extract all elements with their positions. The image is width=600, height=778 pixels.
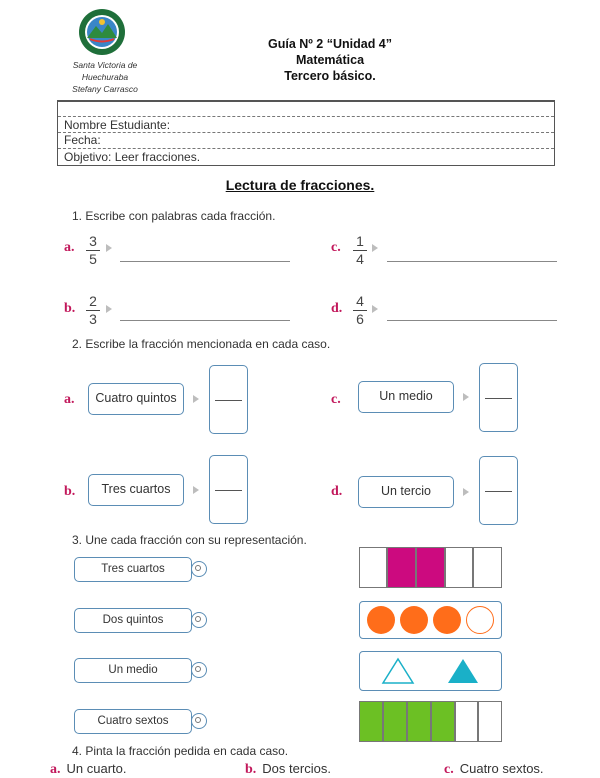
item-letter: b. xyxy=(64,301,76,316)
fraction xyxy=(353,294,367,327)
strip-cell-shaded xyxy=(407,701,431,742)
item-letter: d. xyxy=(331,301,343,316)
match-option[interactable]: Cuatro sextos xyxy=(74,709,192,734)
denominator: 5 xyxy=(89,251,97,267)
strip-cell xyxy=(359,547,387,588)
arrow-icon xyxy=(372,244,378,252)
arrow-icon xyxy=(463,488,469,496)
objective: Objetivo: Leer fracciones. xyxy=(64,150,201,164)
fraction-answer-box[interactable] xyxy=(479,363,518,432)
fraction-answer-box[interactable] xyxy=(209,455,248,524)
school-line: Huechuraba xyxy=(81,72,129,82)
question-2-prompt: 2. Escribe la fracción mencionada en cada caso. xyxy=(72,337,331,351)
arrow-icon xyxy=(463,393,469,401)
numerator: 3 xyxy=(89,233,97,249)
connector-dot[interactable] xyxy=(191,662,207,678)
item-label: Un cuarto. xyxy=(66,761,127,776)
item-letter: c. xyxy=(444,762,454,777)
fraction xyxy=(86,234,100,267)
arrow-icon xyxy=(106,244,112,252)
triangle-empty xyxy=(383,659,413,683)
item-letter: a. xyxy=(50,762,61,777)
teacher-name: Stefany Carrasco xyxy=(72,84,138,94)
divider xyxy=(58,148,554,149)
divider xyxy=(58,116,554,117)
numerator: 1 xyxy=(356,233,364,249)
strip-cell xyxy=(473,547,502,588)
school-logo xyxy=(78,8,126,56)
connector-dot[interactable] xyxy=(191,612,207,628)
match-option[interactable]: Un medio xyxy=(74,658,192,683)
answer-line[interactable] xyxy=(120,320,290,321)
arrow-icon xyxy=(193,486,199,494)
item-letter: c. xyxy=(331,392,341,407)
fraction-label: Cuatro quintos xyxy=(88,383,184,415)
triangle-shaded xyxy=(448,659,478,683)
question-4-prompt: 4. Pinta la fracción pedida en cada caso. xyxy=(72,744,289,758)
circle-shaded xyxy=(367,606,395,634)
circles-representation[interactable] xyxy=(359,601,502,639)
strip-cell-shaded xyxy=(359,701,383,742)
section-title: Lectura de fracciones. xyxy=(225,177,375,193)
strip-representation[interactable] xyxy=(359,547,502,588)
answer-line[interactable] xyxy=(387,261,557,262)
fraction-label: Tres cuartos xyxy=(88,474,184,506)
guide-title: Guía Nº 2 “Unidad 4” xyxy=(267,37,393,51)
strip-cell xyxy=(478,701,502,742)
fraction-answer-box[interactable] xyxy=(209,365,248,434)
strip-cell-shaded xyxy=(416,547,445,588)
student-name-field[interactable]: Nombre Estudiante: xyxy=(64,118,171,132)
fraction xyxy=(86,294,100,327)
q4-item xyxy=(444,761,544,778)
numerator: 2 xyxy=(89,293,97,309)
answer-line[interactable] xyxy=(387,320,557,321)
item-letter: b. xyxy=(64,484,76,499)
grade: Tercero básico. xyxy=(284,69,376,83)
page-title xyxy=(220,36,440,84)
strip-cell-shaded xyxy=(383,701,407,742)
item-letter: a. xyxy=(64,392,75,407)
item-label: Dos tercios. xyxy=(262,761,331,776)
subject: Matemática xyxy=(295,53,365,67)
arrow-icon xyxy=(372,305,378,313)
strip-cell xyxy=(455,701,478,742)
fraction xyxy=(353,234,367,267)
strip-representation[interactable] xyxy=(359,701,502,742)
date-field[interactable]: Fecha: xyxy=(64,133,101,147)
numerator: 4 xyxy=(356,293,364,309)
arrow-icon xyxy=(193,395,199,403)
circle-empty xyxy=(466,606,494,634)
strip-cell xyxy=(445,547,473,588)
circle-shaded xyxy=(400,606,428,634)
item-letter: a. xyxy=(64,240,75,255)
match-option[interactable]: Dos quintos xyxy=(74,608,192,633)
school-info xyxy=(55,59,155,95)
triangles-representation[interactable] xyxy=(359,651,502,691)
item-letter: b. xyxy=(245,762,257,777)
question-3-prompt: 3. Une cada fracción con su representación. xyxy=(72,533,307,547)
connector-dot[interactable] xyxy=(191,561,207,577)
school-line: Santa Victoria de xyxy=(72,60,138,70)
item-label: Cuatro sextos. xyxy=(459,761,544,776)
q4-item xyxy=(245,761,331,778)
fraction-answer-box[interactable] xyxy=(479,456,518,525)
item-letter: c. xyxy=(331,240,341,255)
fraction-label: Un tercio xyxy=(358,476,454,508)
fraction-label: Un medio xyxy=(358,381,454,413)
denominator: 6 xyxy=(356,311,364,327)
question-1-prompt: 1. Escribe con palabras cada fracción. xyxy=(72,209,276,223)
student-info-box xyxy=(57,100,555,166)
connector-dot[interactable] xyxy=(191,713,207,729)
q4-item xyxy=(50,761,126,778)
match-option[interactable]: Tres cuartos xyxy=(74,557,192,582)
item-letter: d. xyxy=(331,484,343,499)
denominator: 3 xyxy=(89,311,97,327)
strip-cell-shaded xyxy=(431,701,455,742)
denominator: 4 xyxy=(356,251,364,267)
arrow-icon xyxy=(106,305,112,313)
answer-line[interactable] xyxy=(120,261,290,262)
strip-cell-shaded xyxy=(387,547,416,588)
circle-shaded xyxy=(433,606,461,634)
